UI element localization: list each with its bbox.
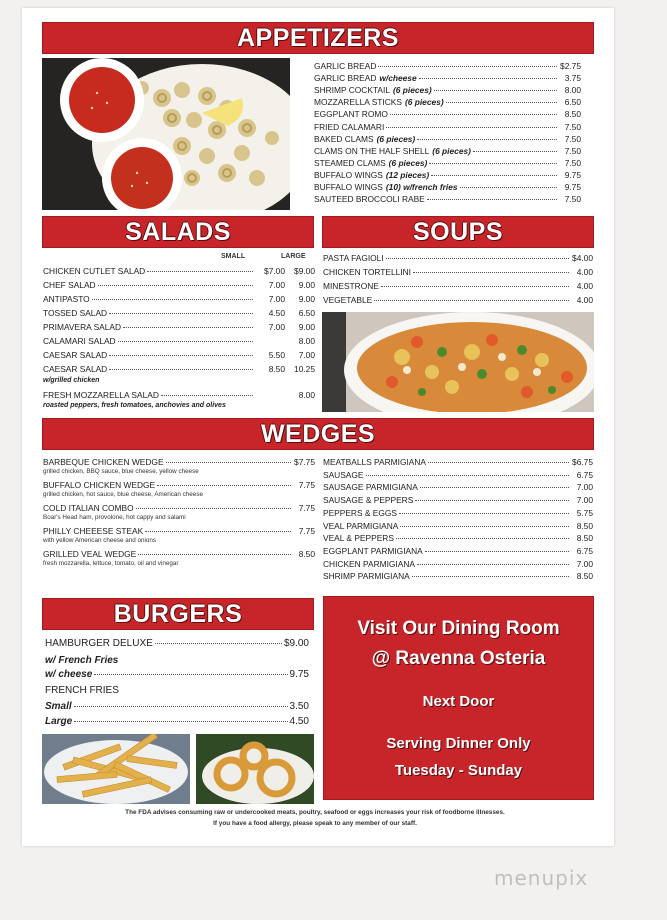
onion-rings-photo	[196, 734, 314, 804]
wedge-description: with yellow American cheese and onions	[43, 537, 157, 544]
wedge-row-name: PHILLY CHEEESE STEAK	[43, 526, 144, 536]
fries-large-price: 4.50	[289, 716, 309, 727]
parmigiana-row	[323, 559, 593, 569]
fries-photo	[42, 734, 190, 804]
soup-photo	[322, 312, 594, 412]
burgers-title: BURGERS	[113, 600, 243, 628]
fries-large-row	[45, 716, 309, 727]
salad-row-price-small: $7.00	[264, 266, 285, 276]
fda-advisory-line1: The FDA advises consuming raw or undercooked meats, poultry, seafood or eggs increases your risk of foodborne illnesses.	[125, 809, 505, 816]
fries-large-name: Large	[45, 716, 73, 727]
parmigiana-row-price: 7.00	[576, 558, 593, 569]
parmigiana-row-price: 6.75	[576, 469, 593, 480]
parmigiana-row-price: 8.50	[576, 520, 593, 531]
parmigiana-row	[323, 533, 593, 543]
parmigiana-row	[323, 457, 593, 467]
soup-row-name: MINESTRONE	[323, 281, 379, 291]
salad-row-name: FRESH MOZZARELLA SALAD	[43, 390, 159, 400]
burger-deluxe-price: $9.00	[283, 638, 309, 649]
parmigiana-row-name: PEPPERS & EGGS	[323, 507, 398, 518]
parmigiana-row	[323, 482, 593, 492]
salad-note-grilled-chicken: w/grilled chicken	[43, 377, 100, 384]
parmigiana-row-name: SHRIMP PARMIGIANA	[323, 571, 410, 582]
parmigiana-row-name: SAUSAGE	[323, 469, 364, 480]
appetizer-row-price: 8.50	[564, 109, 581, 120]
appetizer-row	[314, 122, 581, 132]
salad-row-name: CAESAR SALAD	[43, 364, 108, 374]
appetizer-row	[314, 134, 581, 144]
fries-small-price: 3.50	[289, 701, 309, 712]
parmigiana-row-name: SAUSAGE & PEPPERS	[323, 495, 414, 506]
salad-row	[43, 336, 315, 346]
salad-row-price-small: 8.50	[268, 364, 285, 374]
salad-row-price-large: 7.00	[298, 350, 315, 360]
soup-row-price: $4.00	[572, 253, 593, 263]
appetizer-row-extra: (6 pieces)	[393, 85, 432, 96]
salad-row	[43, 294, 315, 304]
appetizer-row	[314, 73, 581, 83]
soup-row	[323, 253, 593, 263]
burger-deluxe-row	[45, 638, 309, 649]
parmigiana-row-price: $6.75	[572, 457, 593, 467]
salad-row-price-large: 9.00	[298, 280, 315, 290]
appetizer-row-name: GARLIC BREAD	[314, 61, 377, 71]
salad-row-price-small: 7.00	[268, 322, 285, 332]
soups-banner	[322, 216, 594, 248]
appetizer-row-name: SHRIMP COCKTAIL	[314, 85, 391, 96]
soup-row	[323, 281, 593, 291]
calamari-photo	[42, 58, 290, 210]
salad-row-price-small: 7.00	[268, 280, 285, 290]
wedge-row-name: BARBEQUE CHICKEN WEDGE	[43, 457, 164, 467]
salad-row	[43, 280, 315, 290]
appetizer-row	[314, 182, 581, 192]
appetizer-row	[314, 146, 581, 156]
appetizer-row-price: 6.50	[564, 97, 581, 108]
fries-small-row	[45, 701, 309, 712]
fries-small-name: Small	[45, 701, 72, 712]
appetizer-row-extra: (6 pieces)	[376, 133, 416, 144]
salad-row	[43, 308, 315, 318]
soup-row-price: 4.00	[576, 295, 593, 305]
appetizer-row-price: 9.75	[564, 169, 581, 180]
wedge-description: Boar's Head ham, provolone, hot cappy and salami	[43, 514, 186, 521]
wedge-row-price: 7.75	[298, 480, 315, 490]
appetizer-row	[314, 158, 581, 168]
appetizer-row-name: BAKED CLAMS	[314, 133, 374, 144]
appetizer-row-name: CLAMS ON THE HALF SHELL	[314, 145, 430, 156]
menupix-watermark: menupix	[494, 866, 589, 890]
salad-row	[43, 350, 315, 360]
salad-row-price-large: 9.00	[298, 322, 315, 332]
promo-line4: Serving Dinner Only	[386, 735, 531, 752]
parmigiana-row-name: MEATBALLS PARMIGIANA	[323, 457, 427, 467]
appetizer-row	[314, 97, 581, 107]
burger-cheese-price: 9.75	[289, 669, 309, 680]
salad-row-name: ANTIPASTO	[43, 294, 90, 304]
salad-row	[43, 390, 315, 400]
appetizer-row-price: 7.50	[564, 157, 581, 168]
appetizer-row	[314, 194, 581, 204]
salad-row-price-small: 5.50	[268, 350, 285, 360]
appetizer-row-name: MOZZARELLA STICKS	[314, 97, 402, 108]
salad-note-mozzarella: roasted peppers, fresh tomatoes, anchovies and olives	[43, 402, 226, 409]
burgers-banner	[42, 598, 314, 630]
burger-with-fries: w/ French Fries	[45, 655, 119, 666]
parmigiana-row-name: CHICKEN PARMIGIANA	[323, 558, 415, 569]
wedge-row-name: COLD ITALIAN COMBO	[43, 503, 134, 513]
salad-row-price-large: 6.50	[298, 308, 315, 318]
appetizer-row-extra: (12 pieces)	[385, 169, 430, 180]
salad-row-name: CAESAR SALAD	[43, 350, 108, 360]
soup-row-name: PASTA FAGIOLI	[323, 253, 384, 263]
parmigiana-row	[323, 521, 593, 531]
fda-advisory-line2: If you have a food allergy, please speak to any member of our staff.	[213, 820, 417, 827]
parmigiana-row	[323, 546, 593, 556]
parmigiana-row	[323, 470, 593, 480]
salad-row-name: PRIMAVERA SALAD	[43, 322, 122, 332]
salad-large-header: LARGE	[281, 253, 306, 260]
promo-line3: Next Door	[422, 693, 495, 710]
appetizer-row-name: BUFFALO WINGS	[314, 182, 383, 192]
parmigiana-row-price: 8.50	[576, 533, 593, 544]
wedges-title: WEDGES	[260, 420, 376, 448]
salad-row	[43, 322, 315, 332]
appetizer-row-name: SAUTEED BROCCOLI RABE	[314, 194, 425, 205]
soup-row-price: 4.00	[576, 267, 593, 277]
salad-row-price-large: 8.00	[298, 336, 315, 346]
parmigiana-row-name: EGGPLANT PARMIGIANA	[323, 545, 423, 556]
burger-deluxe-name: HAMBURGER DELUXE	[45, 638, 153, 649]
wedge-row	[43, 549, 315, 559]
salad-row-name: CHEF SALAD	[43, 280, 96, 290]
salad-row-price-large: 10.25	[294, 364, 315, 374]
salad-row-name: CHICKEN CUTLET SALAD	[43, 266, 146, 276]
parmigiana-row-price: 5.75	[576, 507, 593, 518]
wedge-row	[43, 503, 315, 513]
soup-row	[323, 267, 593, 277]
promo-line1: Visit Our Dining Room	[357, 618, 560, 639]
promo-line2: @ Ravenna Osteria	[371, 648, 546, 669]
appetizer-row-name: FRIED CALAMARI	[314, 121, 385, 132]
salad-row-price-small: 4.50	[268, 308, 285, 318]
appetizer-row	[314, 61, 581, 71]
salad-row-price-large: $9.00	[294, 266, 315, 276]
parmigiana-row-price: 8.50	[576, 571, 593, 582]
salad-row-name: CALAMARI SALAD	[43, 336, 116, 346]
salad-row	[43, 364, 315, 374]
salad-row-price-large: 9.00	[298, 294, 315, 304]
appetizer-row-price: 3.75	[564, 73, 581, 84]
appetizers-banner	[42, 22, 594, 54]
parmigiana-row-price: 7.00	[576, 495, 593, 506]
salad-row-price-large: 8.00	[298, 390, 315, 400]
soups-title: SOUPS	[412, 218, 504, 246]
appetizer-row	[314, 109, 581, 119]
wedge-description: grilled chicken, BBQ sauce, blue cheese, yellow cheese	[43, 468, 199, 475]
appetizer-row	[314, 170, 581, 180]
soup-row-name: CHICKEN TORTELLINI	[323, 267, 411, 277]
appetizer-row-price: 9.75	[564, 182, 581, 192]
parmigiana-row-price: 6.75	[576, 545, 593, 556]
appetizer-row	[314, 85, 581, 95]
wedge-row-name: GRILLED VEAL WEDGE	[43, 549, 137, 559]
wedges-banner	[42, 418, 594, 450]
burger-cheese-name: w/ cheese	[45, 669, 93, 680]
parmigiana-row-name: VEAL PARMIGIANA	[323, 520, 399, 531]
appetizer-row-extra: w/cheese	[379, 73, 417, 84]
wedge-description: fresh mozzarella, lettuce, tomato, oil and vinegar	[43, 560, 179, 567]
appetizer-row-name: GARLIC BREAD	[314, 73, 377, 84]
wedge-row	[43, 526, 315, 536]
wedge-row	[43, 457, 315, 467]
soup-row-name: VEGETABLE	[323, 295, 373, 305]
dining-room-promo	[323, 596, 594, 800]
burger-cheese-row	[45, 669, 309, 680]
salads-banner	[42, 216, 314, 248]
appetizer-row-price: 7.50	[564, 121, 581, 132]
salad-row-price-small: 7.00	[268, 294, 285, 304]
wedge-row-price: 7.75	[298, 526, 315, 536]
soup-row-price: 4.00	[576, 281, 593, 291]
promo-line5: Tuesday - Sunday	[394, 762, 523, 779]
wedge-description: grilled chicken, hot sauce, blue cheese, American cheese	[43, 491, 203, 498]
appetizer-row-price: $2.75	[560, 61, 581, 71]
wedge-row-name: BUFFALO CHICKEN WEDGE	[43, 480, 156, 490]
appetizer-row-extra: (10) w/french fries	[385, 182, 458, 192]
salad-small-header: SMALL	[221, 253, 246, 260]
salad-row	[43, 266, 315, 276]
parmigiana-row	[323, 571, 593, 581]
appetizers-title: APPETIZERS	[237, 24, 399, 52]
parmigiana-row-price: 7.00	[576, 482, 593, 493]
appetizer-row-name: EGGPLANT ROMO	[314, 109, 388, 120]
wedge-row-price: 8.50	[298, 549, 315, 559]
soup-row	[323, 295, 593, 305]
appetizer-row-extra: (6 pieces)	[432, 145, 471, 156]
appetizer-row-extra: (6 pieces)	[388, 157, 428, 168]
parmigiana-row-name: VEAL & PEPPERS	[323, 533, 394, 544]
appetizer-row-name: BUFFALO WINGS	[314, 169, 383, 180]
salad-row-name: TOSSED SALAD	[43, 308, 108, 318]
parmigiana-row	[323, 508, 593, 518]
appetizer-row-extra: (6 pieces)	[404, 97, 444, 108]
wedge-row	[43, 480, 315, 490]
appetizer-row-price: 7.50	[564, 145, 581, 156]
appetizer-row-price: 8.00	[564, 85, 581, 96]
appetizer-row-price: 7.50	[564, 194, 581, 205]
appetizer-row-name: STEAMED CLAMS	[314, 157, 386, 168]
salads-title: SALADS	[125, 218, 231, 246]
parmigiana-row-name: SAUSAGE PARMIGIANA	[323, 482, 418, 493]
french-fries-heading: FRENCH FRIES	[45, 685, 119, 696]
parmigiana-row	[323, 495, 593, 505]
wedge-row-price: 7.75	[298, 503, 315, 513]
appetizer-row-price: 7.50	[564, 133, 581, 144]
wedge-row-price: $7.75	[294, 457, 315, 467]
